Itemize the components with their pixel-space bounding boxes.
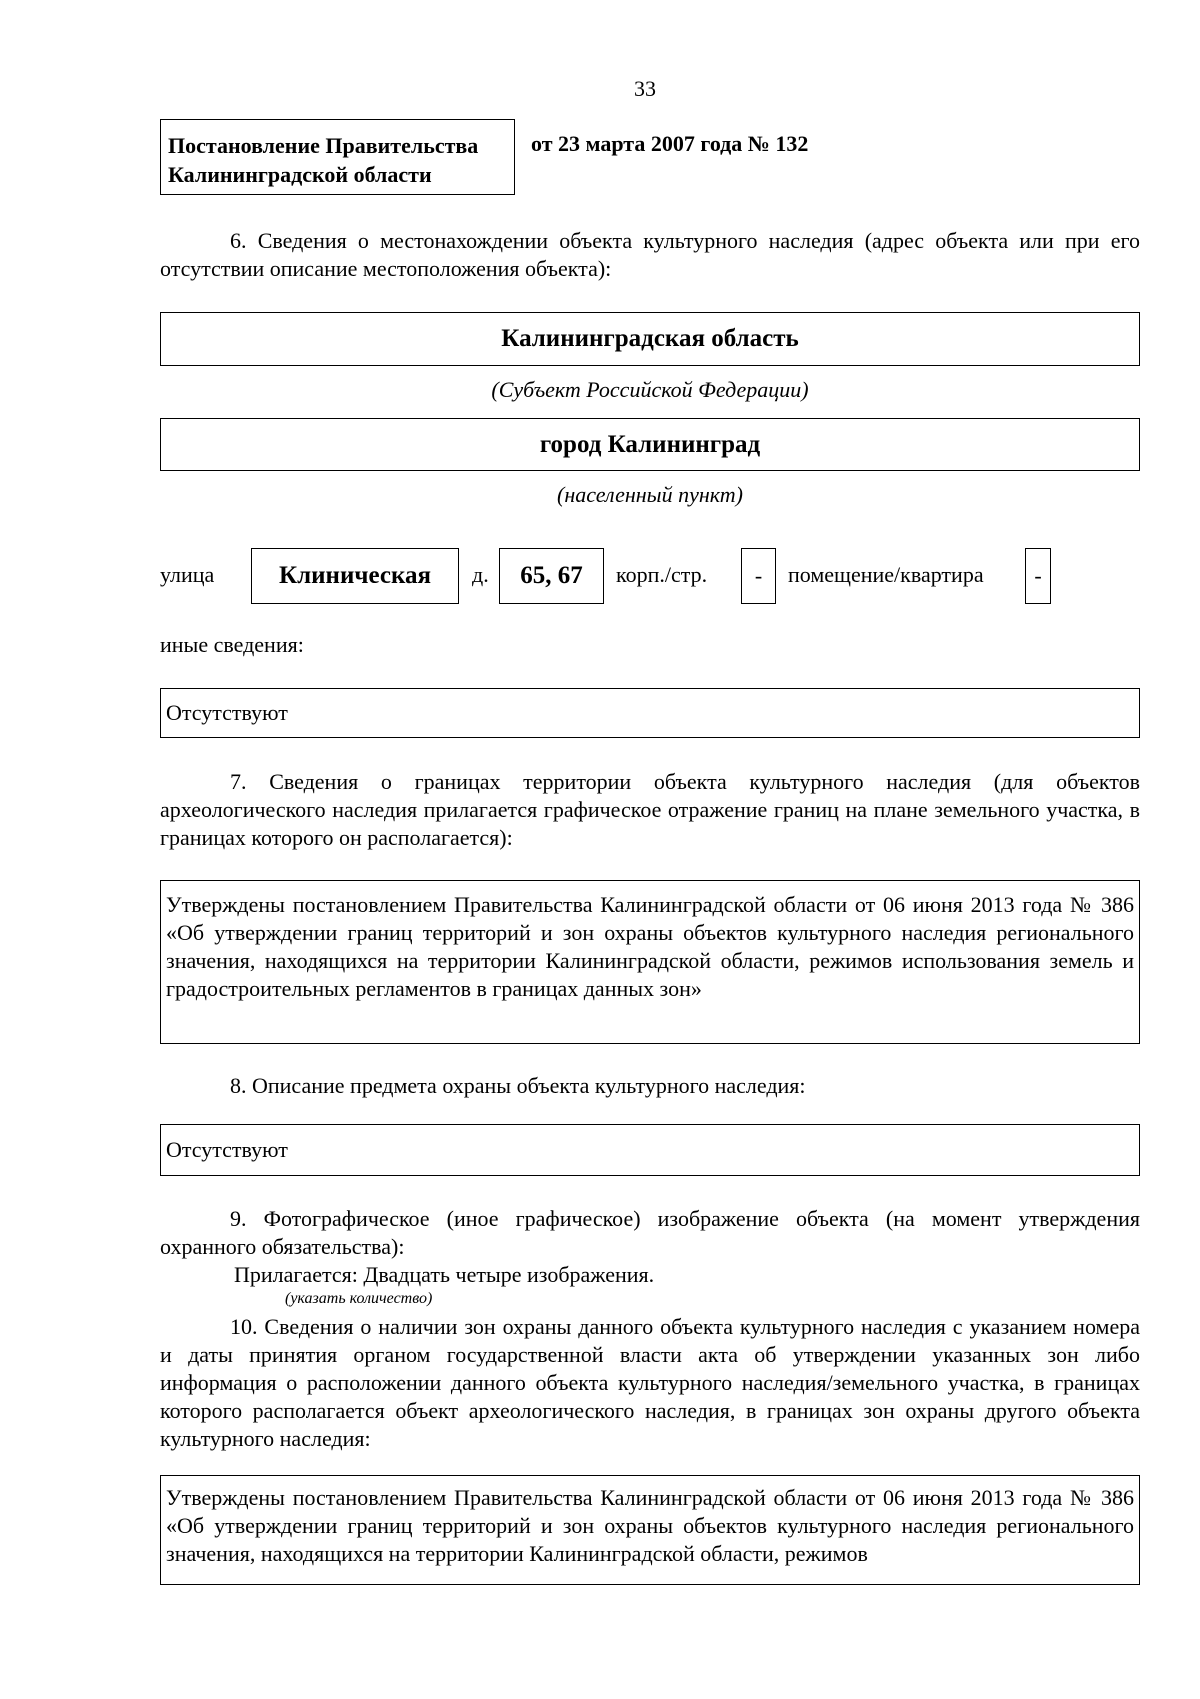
page-number: 33	[634, 76, 656, 101]
section10-value-box: Утверждены постановлением Правительства Калининградской области от 06 июня 2013 года № 386 «Об утверждении границ территорий и зон охраны объектов культурного наследия регионального значения, находящихся на территории Калининградской области, режимов	[160, 1475, 1140, 1585]
section7-value-box: Утверждены постановлением Правительства Калининградской области от 06 июня 2013 года № 386 «Об утверждении границ территорий и зон охраны объектов культурного наследия регионального значения, находящихся на территории Калининградской области, режимов использования земель и градостроительных регламентов в границах данных зон»	[160, 880, 1140, 1044]
other-info-label: иные сведения:	[160, 632, 304, 657]
images-attached: Прилагается: Двадцать четыре изображения.	[234, 1262, 655, 1287]
building-field: -	[741, 548, 776, 604]
section7-heading: 7. Сведения о границах территории объекта культурного наследия (для объектов археологического наследия прилагается графическое отражение границ на плане земельного участка, в границах которого он располагается):	[160, 769, 1140, 850]
other-info-field: Отсутствуют	[160, 688, 1140, 738]
document-date-number: от 23 марта 2007 года № 132	[531, 131, 809, 156]
street-field: Клиническая	[251, 548, 459, 604]
house-field: 65, 67	[499, 548, 604, 604]
section6-heading: 6. Сведения о местонахождении объекта культурного наследия (адрес объекта или при его отсутствии описание местоположения объекта):	[160, 228, 1140, 281]
region-field: Калининградская область	[160, 312, 1140, 366]
section8-value-box: Отсутствуют	[160, 1124, 1140, 1176]
locality-caption: (населенный пункт)	[557, 482, 743, 507]
section9-heading: 9. Фотографическое (иное графическое) изображение объекта (на момент утверждения охранного обязательства):	[160, 1206, 1140, 1259]
region-caption: (Субъект Российской Федерации)	[491, 377, 809, 402]
document-type-box	[160, 119, 515, 195]
document-type-line1: Постановление Правительства	[168, 133, 479, 158]
locality-field: город Калининград	[160, 418, 1140, 471]
street-label: улица	[160, 562, 215, 587]
images-attached-caption: (указать количество)	[285, 1290, 433, 1307]
section10-heading: 10. Сведения о наличии зон охраны данного объекта культурного наследия с указанием номера и даты принятия органом государственной власти акта об утверждении указанных зон либо информация о расположении данного объекта культурного наследия/земельного участка, в границах которого располагается объект археологического наследия, в границах зон охраны другого объекта культурного наследия:	[160, 1314, 1140, 1451]
apartment-label: помещение/квартира	[788, 562, 984, 587]
house-label: д.	[472, 562, 489, 587]
document-type-line2: Калининградской области	[168, 162, 432, 187]
apartment-field: -	[1025, 548, 1051, 604]
section8-heading: 8. Описание предмета охраны объекта культурного наследия:	[230, 1073, 806, 1098]
building-label: корп./стр.	[616, 562, 708, 587]
